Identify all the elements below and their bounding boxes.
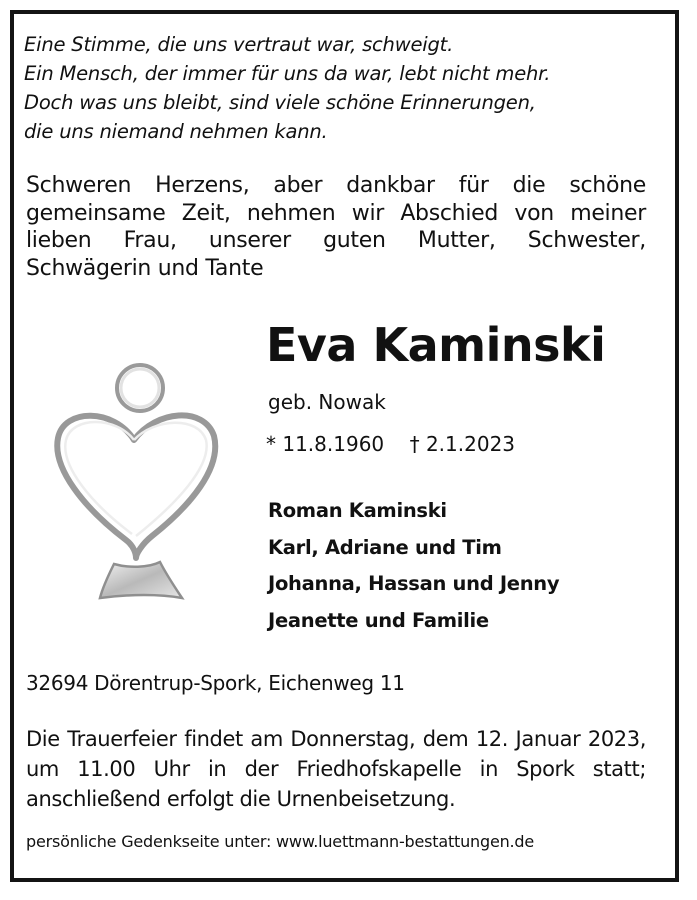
mourner: Johanna, Hassan und Jenny [268, 572, 560, 595]
life-dates [266, 432, 515, 456]
birth-name: geb. Nowak [268, 390, 386, 414]
address: 32694 Dörentrup-Spork, Eichenweg 11 [26, 671, 405, 695]
birth-date: * 11.8.1960 [266, 432, 385, 456]
memorial-website: persönliche Gedenkseite unter: www.luettmann-bestattungen.de [26, 832, 535, 851]
deceased-name: Eva Kaminski [266, 318, 606, 372]
intro-text: Schweren Herzens, aber dankbar für die schöne gemeinsame Zeit, nehmen wir Abschied von meiner lieben Frau, unserer guten Mutter, Schwester, Schwägerin und Tante [26, 173, 646, 281]
verse-line: Eine Stimme, die uns vertraut war, schweigt. [24, 33, 454, 56]
mourners-list [268, 493, 559, 639]
death-date: † 2.1.2023 [409, 432, 516, 456]
verse [24, 30, 644, 146]
mourner: Karl, Adriane und Tim [268, 535, 502, 559]
verse-line: Doch was uns bleibt, sind viele schöne Erinnerungen, [24, 91, 536, 114]
mourner: Roman Kaminski [268, 499, 447, 522]
verse-line: die uns niemand nehmen kann. [24, 120, 328, 143]
verse-line: Ein Mensch, der immer für uns da war, lebt nicht mehr. [24, 62, 551, 85]
angel-heart-icon [44, 358, 224, 608]
mourner: Jeanette und Familie [268, 608, 489, 632]
service-info: Die Trauerfeier findet am Donnerstag, dem 12. Januar 2023, um 11.00 Uhr in der Friedhofskapelle in Spork statt; anschließend erfolgt die Urnenbeisetzung. [26, 727, 646, 811]
